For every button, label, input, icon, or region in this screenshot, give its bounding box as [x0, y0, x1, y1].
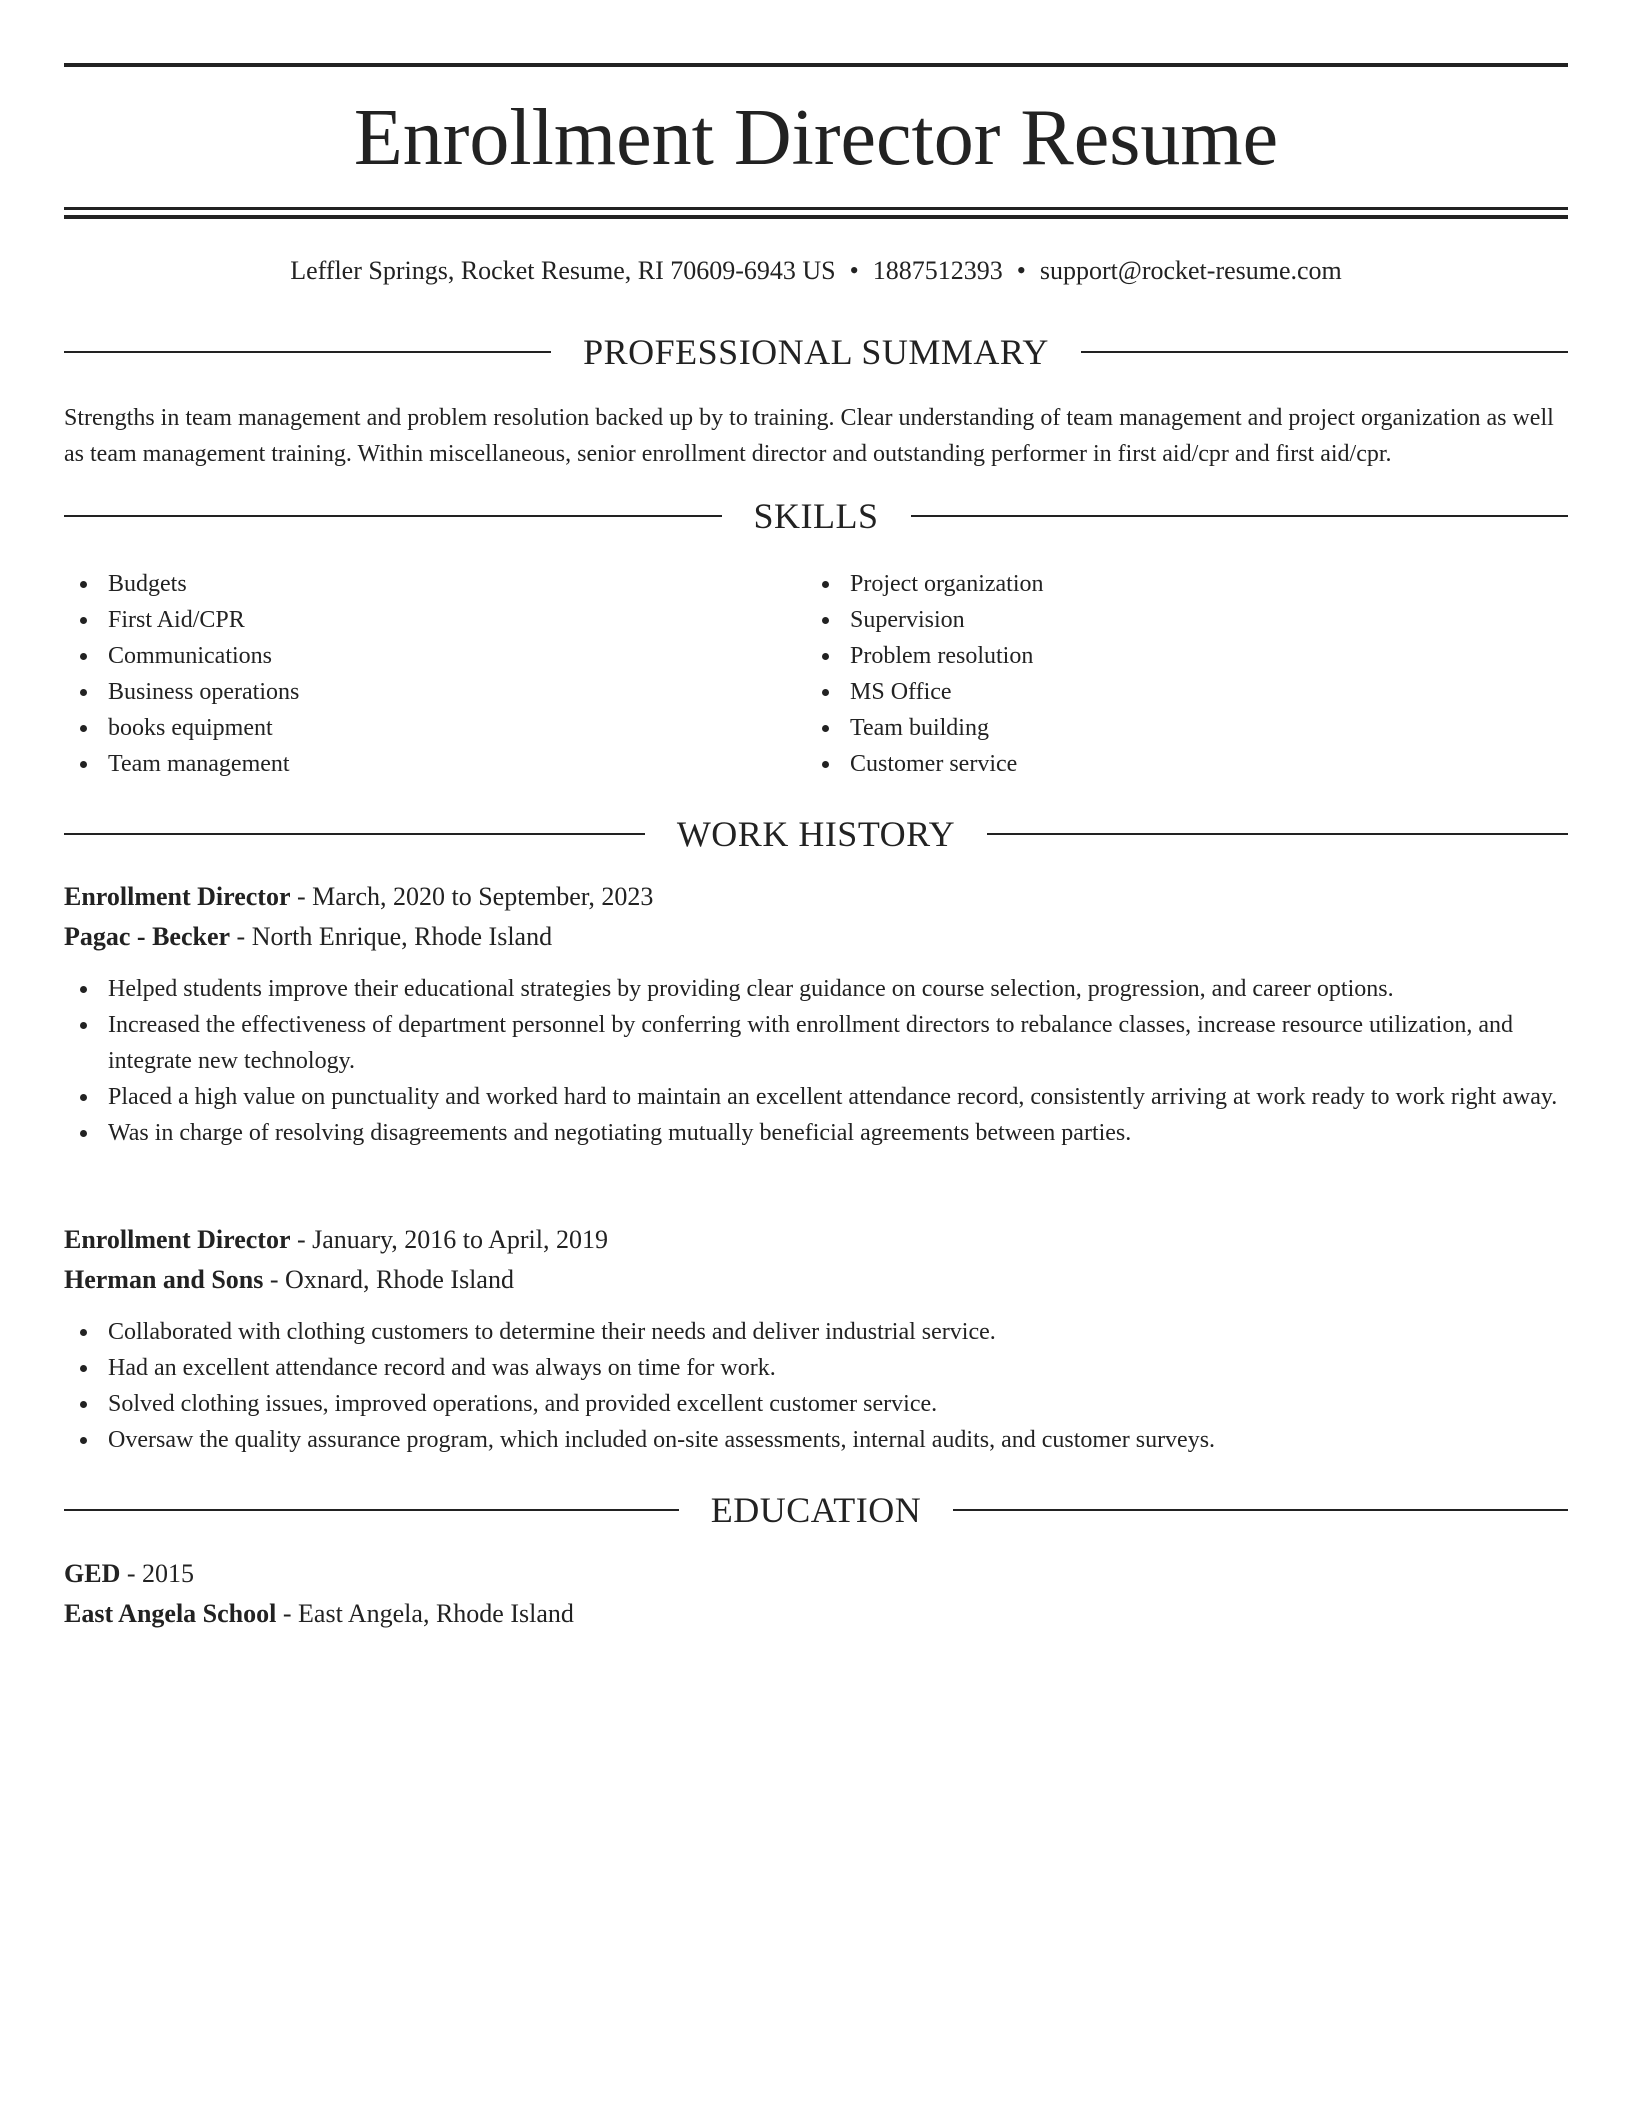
contact-phone: 1887512393: [872, 256, 1003, 285]
job-entry: [64, 877, 1568, 1151]
contact-line: [64, 254, 1568, 288]
section-rule: [1081, 351, 1568, 353]
section-rule: [64, 351, 551, 353]
contact-email: support@rocket-resume.com: [1039, 256, 1342, 285]
top-rule: [64, 63, 1568, 67]
skill-item: Team building: [806, 710, 1506, 746]
job-dates: - January, 2016 to April, 2019: [290, 1225, 608, 1254]
section-rule: [64, 1509, 679, 1511]
section-title-summary: PROFESSIONAL SUMMARY: [583, 332, 1049, 372]
title-rule-lower: [64, 215, 1568, 219]
job-role: Enrollment Director: [64, 882, 291, 911]
skill-item: books equipment: [64, 710, 764, 746]
resume-title: Enrollment Director Resume: [353, 94, 1279, 182]
education-school: East Angela School: [64, 1599, 277, 1628]
section-rule: [64, 833, 645, 835]
skill-item: MS Office: [806, 674, 1506, 710]
education-location: - East Angela, Rhode Island: [276, 1599, 574, 1628]
job-dates: - March, 2020 to September, 2023: [290, 882, 654, 911]
job-bullet: Helped students improve their educational strategies by providing clear guidance on course selection, progression, and career options.: [64, 971, 1568, 1007]
education-degree-line: [64, 1554, 1568, 1594]
section-header-summary: [64, 327, 1568, 377]
job-bullet: Collaborated with clothing customers to determine their needs and deliver industrial service.: [64, 1314, 1568, 1350]
job-bullet: Had an excellent attendance record and was always on time for work.: [64, 1350, 1568, 1386]
skill-item: First Aid/CPR: [64, 602, 764, 638]
job-bullets: [64, 1314, 1568, 1458]
education-year: - 2015: [120, 1559, 195, 1588]
skills-list-left: [64, 566, 764, 782]
job-role-line: [64, 877, 1568, 917]
contact-separator: •: [1016, 256, 1026, 285]
title-rule-upper: [64, 207, 1568, 210]
section-rule: [911, 515, 1569, 517]
job-company: Herman and Sons: [64, 1265, 264, 1294]
skill-item: Customer service: [806, 746, 1506, 782]
section-header-work: [64, 809, 1568, 859]
education-entry: [64, 1554, 1568, 1634]
section-rule: [64, 515, 722, 517]
section-header-education: [64, 1485, 1568, 1535]
education-school-line: [64, 1594, 1568, 1634]
job-role: Enrollment Director: [64, 1225, 291, 1254]
skill-item: Problem resolution: [806, 638, 1506, 674]
skill-item: Business operations: [64, 674, 764, 710]
job-company-line: [64, 917, 1568, 957]
education-degree: GED: [64, 1559, 121, 1588]
job-bullet: Increased the effectiveness of department personnel by conferring with enrollment directors to rebalance classes, increase resource utilization, and integrate new technology.: [64, 1007, 1568, 1079]
contact-separator: •: [849, 256, 859, 285]
job-role-line: [64, 1220, 1568, 1260]
job-bullet: Oversaw the quality assurance program, which included on-site assessments, internal audits, and customer surveys.: [64, 1422, 1568, 1458]
section-rule: [987, 833, 1568, 835]
job-company: Pagac - Becker: [64, 922, 231, 951]
section-header-skills: [64, 491, 1568, 541]
skill-item: Supervision: [806, 602, 1506, 638]
job-location: - North Enrique, Rhode Island: [230, 922, 553, 951]
skill-item: Project organization: [806, 566, 1506, 602]
section-title-education: EDUCATION: [710, 1490, 922, 1530]
section-title-work: WORK HISTORY: [676, 814, 956, 854]
job-bullets: [64, 971, 1568, 1151]
job-bullet: Placed a high value on punctuality and worked hard to maintain an excellent attendance record, consistently arriving at work ready to work right away.: [64, 1079, 1568, 1115]
skill-item: Communications: [64, 638, 764, 674]
job-bullet: Was in charge of resolving disagreements and negotiating mutually beneficial agreements between parties.: [64, 1115, 1568, 1151]
summary-text: Strengths in team management and problem resolution backed up by to training. Clear understanding of team management and project organization as well as team management training. Within miscellaneous, senior enrollment director and outstanding performer in first aid/cpr and first aid/cpr.: [64, 405, 1554, 467]
job-location: - Oxnard, Rhode Island: [263, 1265, 514, 1294]
skills-list-right: [806, 566, 1506, 782]
skill-item: Team management: [64, 746, 764, 782]
section-rule: [953, 1509, 1568, 1511]
job-company-line: [64, 1260, 1568, 1300]
job-entry: [64, 1220, 1568, 1458]
job-bullet: Solved clothing issues, improved operations, and provided excellent customer service.: [64, 1386, 1568, 1422]
section-title-skills: SKILLS: [753, 496, 879, 536]
skill-item: Budgets: [64, 566, 764, 602]
contact-address: Leffler Springs, Rocket Resume, RI 70609-6943 US: [290, 256, 836, 285]
